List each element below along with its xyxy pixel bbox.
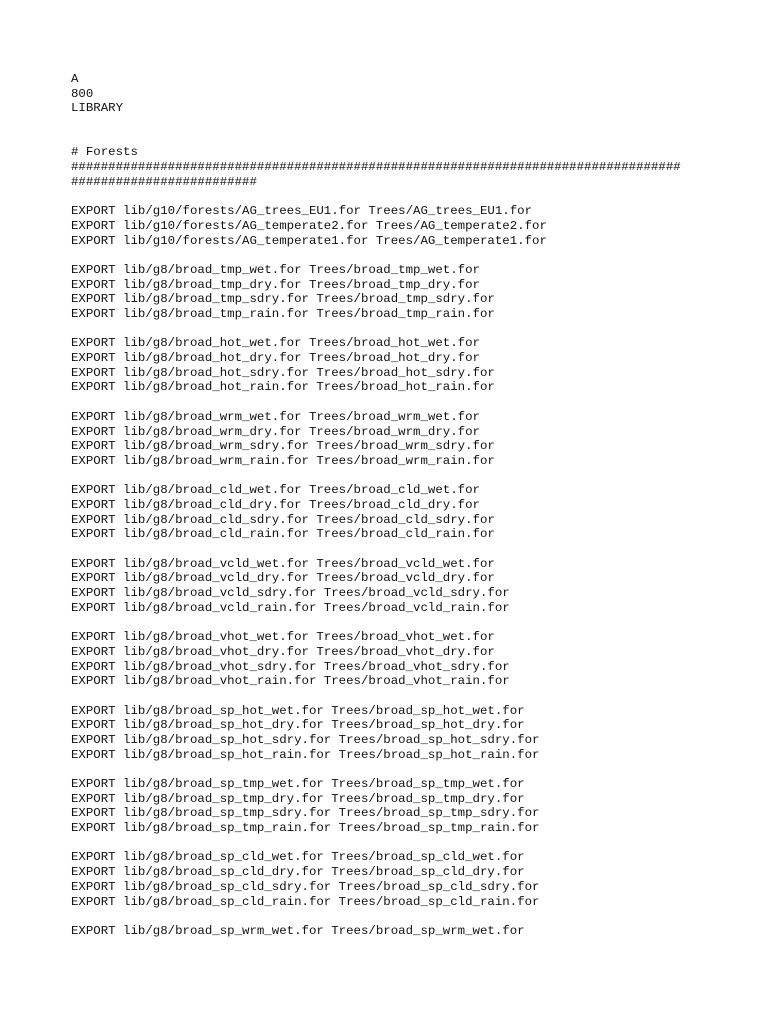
export-group bbox=[71, 410, 761, 469]
header-line: A bbox=[71, 72, 79, 86]
export-line: EXPORT lib/g8/broad_sp_cld_rain.for Trees/broad_sp_cld_rain.for bbox=[71, 894, 540, 909]
export-line: EXPORT lib/g8/broad_hot_wet.for Trees/broad_hot_wet.for bbox=[71, 336, 480, 351]
export-line: EXPORT lib/g8/broad_vcld_dry.for Trees/broad_vcld_dry.for bbox=[71, 571, 495, 586]
export-group bbox=[71, 263, 761, 322]
export-line: EXPORT lib/g10/forests/AG_temperate1.for Trees/AG_temperate1.for bbox=[71, 233, 547, 248]
export-line: EXPORT lib/g8/broad_vhot_dry.for Trees/broad_vhot_dry.for bbox=[71, 644, 495, 659]
blank-line bbox=[71, 395, 761, 410]
blank-line bbox=[71, 542, 761, 557]
library-header bbox=[71, 72, 761, 116]
export-line: EXPORT lib/g8/broad_tmp_dry.for Trees/broad_tmp_dry.for bbox=[71, 277, 480, 292]
export-group bbox=[71, 336, 761, 395]
export-line: EXPORT lib/g8/broad_tmp_wet.for Trees/broad_tmp_wet.for bbox=[71, 262, 480, 277]
export-line: EXPORT lib/g8/broad_sp_tmp_rain.for Trees/broad_sp_tmp_rain.for bbox=[71, 821, 540, 836]
export-group bbox=[71, 557, 761, 616]
header-line: LIBRARY bbox=[71, 101, 124, 116]
export-line: EXPORT lib/g8/broad_vhot_sdry.for Trees/broad_vhot_sdry.for bbox=[71, 659, 510, 674]
export-line: EXPORT lib/g8/broad_vhot_wet.for Trees/broad_vhot_wet.for bbox=[71, 630, 495, 645]
export-line: EXPORT lib/g8/broad_cld_rain.for Trees/broad_cld_rain.for bbox=[71, 527, 495, 542]
export-line: EXPORT lib/g8/broad_sp_hot_sdry.for Trees/broad_sp_hot_sdry.for bbox=[71, 732, 540, 747]
export-line: EXPORT lib/g8/broad_hot_rain.for Trees/broad_hot_rain.for bbox=[71, 380, 495, 395]
export-line: EXPORT lib/g8/broad_wrm_rain.for Trees/broad_wrm_rain.for bbox=[71, 453, 495, 468]
export-line: EXPORT lib/g8/broad_hot_sdry.for Trees/broad_hot_sdry.for bbox=[71, 365, 495, 380]
section-heading: # Forests bbox=[71, 145, 138, 160]
export-group bbox=[71, 483, 761, 542]
forests-section-header bbox=[71, 145, 761, 189]
export-line: EXPORT lib/g8/broad_cld_dry.for Trees/broad_cld_dry.for bbox=[71, 497, 480, 512]
export-line: EXPORT lib/g8/broad_hot_dry.for Trees/broad_hot_dry.for bbox=[71, 351, 480, 366]
export-group bbox=[71, 204, 761, 248]
export-line: EXPORT lib/g8/broad_cld_wet.for Trees/broad_cld_wet.for bbox=[71, 483, 480, 498]
blank-line bbox=[71, 116, 761, 131]
export-line: EXPORT lib/g8/broad_vhot_rain.for Trees/broad_vhot_rain.for bbox=[71, 674, 510, 689]
export-groups bbox=[71, 204, 761, 938]
export-line: EXPORT lib/g8/broad_vcld_wet.for Trees/broad_vcld_wet.for bbox=[71, 556, 495, 571]
export-line: EXPORT lib/g8/broad_sp_tmp_wet.for Trees/broad_sp_tmp_wet.for bbox=[71, 777, 525, 791]
document-body bbox=[71, 72, 761, 939]
export-group bbox=[71, 777, 761, 836]
export-line: EXPORT lib/g10/forests/AG_trees_EU1.for Trees/AG_trees_EU1.for bbox=[71, 204, 533, 219]
export-line: EXPORT lib/g8/broad_sp_cld_wet.for Trees/broad_sp_cld_wet.for bbox=[71, 850, 525, 865]
export-line: EXPORT lib/g8/broad_sp_hot_wet.for Trees/broad_sp_hot_wet.for bbox=[71, 703, 525, 718]
export-line: EXPORT lib/g8/broad_wrm_dry.for Trees/broad_wrm_dry.for bbox=[71, 424, 480, 439]
export-group bbox=[71, 850, 761, 909]
export-line: EXPORT lib/g8/broad_wrm_wet.for Trees/broad_wrm_wet.for bbox=[71, 409, 480, 424]
export-line: EXPORT lib/g8/broad_sp_hot_rain.for Trees/broad_sp_hot_rain.for bbox=[71, 747, 540, 762]
export-line: EXPORT lib/g8/broad_tmp_rain.for Trees/broad_tmp_rain.for bbox=[71, 307, 495, 321]
blank-line bbox=[71, 615, 761, 630]
export-line: EXPORT lib/g8/broad_sp_wrm_wet.for Trees/broad_sp_wrm_wet.for bbox=[71, 923, 525, 938]
blank-line bbox=[71, 909, 761, 924]
header-line: 800 bbox=[71, 86, 94, 101]
blank-line bbox=[71, 131, 761, 146]
export-line: EXPORT lib/g8/broad_vcld_sdry.for Trees/broad_vcld_sdry.for bbox=[71, 586, 510, 601]
blank-line bbox=[71, 469, 761, 484]
export-group bbox=[71, 924, 761, 939]
blank-line bbox=[71, 836, 761, 851]
blank-line bbox=[71, 762, 761, 777]
export-line: EXPORT lib/g8/broad_wrm_sdry.for Trees/broad_wrm_sdry.for bbox=[71, 439, 495, 454]
export-group bbox=[71, 704, 761, 763]
section-rule: ######################### bbox=[71, 174, 257, 189]
section-rule: ################################################################################## bbox=[71, 160, 681, 175]
export-line: EXPORT lib/g10/forests/AG_temperate2.for Trees/AG_temperate2.for bbox=[71, 218, 547, 233]
export-line: EXPORT lib/g8/broad_sp_hot_dry.for Trees/broad_sp_hot_dry.for bbox=[71, 718, 525, 733]
export-group bbox=[71, 630, 761, 689]
export-line: EXPORT lib/g8/broad_vcld_rain.for Trees/broad_vcld_rain.for bbox=[71, 600, 510, 615]
blank-line bbox=[71, 190, 761, 205]
export-line: EXPORT lib/g8/broad_tmp_sdry.for Trees/broad_tmp_sdry.for bbox=[71, 292, 495, 307]
export-line: EXPORT lib/g8/broad_sp_cld_dry.for Trees/broad_sp_cld_dry.for bbox=[71, 865, 525, 880]
export-line: EXPORT lib/g8/broad_sp_cld_sdry.for Trees/broad_sp_cld_sdry.for bbox=[71, 879, 540, 894]
blank-line bbox=[71, 322, 761, 337]
export-line: EXPORT lib/g8/broad_sp_tmp_dry.for Trees/broad_sp_tmp_dry.for bbox=[71, 791, 525, 806]
export-line: EXPORT lib/g8/broad_sp_tmp_sdry.for Trees/broad_sp_tmp_sdry.for bbox=[71, 806, 540, 821]
blank-line bbox=[71, 248, 761, 263]
export-line: EXPORT lib/g8/broad_cld_sdry.for Trees/broad_cld_sdry.for bbox=[71, 512, 495, 527]
blank-line bbox=[71, 689, 761, 704]
